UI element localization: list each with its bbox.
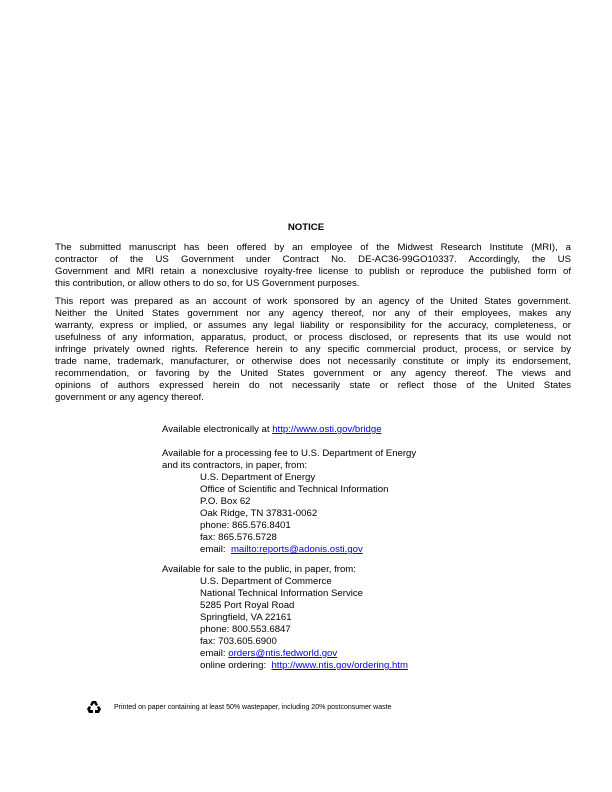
email-label: email:	[200, 544, 231, 555]
doe-email-link[interactable]: mailto:reports@adonis.osti.gov	[230, 544, 363, 555]
address-line: P.O. Box 62	[200, 496, 251, 507]
address-line: National Technical Information Service	[200, 588, 363, 599]
doe-intro: Available for a processing fee to U.S. Department of Energy	[162, 448, 417, 459]
text-line: recommendation, or favoring by the United States government or any agency thereof. The views and	[55, 368, 571, 379]
online-ordering-line	[162, 660, 408, 672]
text-line: The submitted manuscript has been offered by an employee of the Midwest Research Institute (MRI), a	[55, 242, 571, 253]
address-line: Oak Ridge, TN 37831-0062	[200, 508, 318, 519]
ntis-availability	[162, 564, 408, 672]
recycled-paper-footer	[86, 700, 391, 715]
text-line: usefulness of any information, apparatus, product, or process disclosed, or represents that its use would not	[55, 332, 571, 343]
text-line: Government and MRI retain a nonexclusive royalty-free license to publish or reproduce the published form of	[55, 266, 571, 277]
doe-availability	[162, 448, 416, 556]
text-line: this contribution, or allow others to do so, for US Government purposes.	[55, 278, 360, 289]
ntis-ordering-link[interactable]: http://www.ntis.gov/ordering.htm	[271, 660, 408, 671]
text-line: This report was prepared as an account of work sponsored by an agency of the United States government.	[55, 296, 571, 307]
phone-line: phone: 865.576.8401	[200, 520, 291, 531]
text-line: government or any agency thereof.	[55, 392, 204, 403]
fax-line: fax: 703.605.6900	[200, 636, 277, 647]
electronic-label: Available electronically at	[162, 424, 273, 435]
text-line: opinions of authors expressed herein do not necessarily state or reflect those of the United States	[55, 380, 571, 391]
osti-bridge-link[interactable]: http://www.osti.gov/bridge	[272, 424, 382, 435]
disclaimer-paragraph	[55, 296, 571, 404]
electronic-availability	[162, 424, 382, 436]
fax-line: fax: 865.576.5728	[200, 532, 277, 543]
email-label: email:	[200, 648, 229, 659]
text-line: trade name, trademark, manufacturer, or otherwise does not necessarily constitute or imply its endorsement,	[55, 356, 571, 367]
text-line: infringe privately owned rights. Reference herein to any specific commercial product, process, or service by	[55, 344, 571, 355]
manuscript-paragraph	[55, 242, 571, 290]
email-line	[162, 544, 416, 556]
address-line: 5285 Port Royal Road	[200, 600, 295, 611]
notice-title: NOTICE	[287, 222, 325, 233]
address-line: U.S. Department of Energy	[200, 472, 316, 483]
online-label: online ordering:	[200, 660, 272, 671]
text-line: warranty, express or implied, or assumes any legal liability or responsibility for the accuracy, completeness, or	[55, 320, 571, 331]
phone-line: phone: 800.553.6847	[200, 624, 291, 635]
ntis-intro: Available for sale to the public, in paper, from:	[162, 564, 356, 575]
address-line: Springfield, VA 22161	[200, 612, 292, 623]
text-line: contractor of the US Government under Contract No. DE-AC36-99GO10337. Accordingly, the US	[55, 254, 571, 265]
footer-text: Printed on paper containing at least 50% wastepaper, including 20% postconsumer waste	[114, 704, 392, 711]
text-line: Neither the United States government nor any agency thereof, nor any of their employees, makes any	[55, 308, 571, 319]
address-line: U.S. Department of Commerce	[200, 576, 332, 587]
doe-intro: and its contractors, in paper, from:	[162, 460, 308, 471]
address-line: Office of Scientific and Technical Information	[200, 484, 389, 495]
email-line	[162, 648, 408, 660]
ntis-email-link[interactable]: orders@ntis.fedworld.gov	[228, 648, 338, 659]
recycle-icon	[86, 700, 102, 715]
